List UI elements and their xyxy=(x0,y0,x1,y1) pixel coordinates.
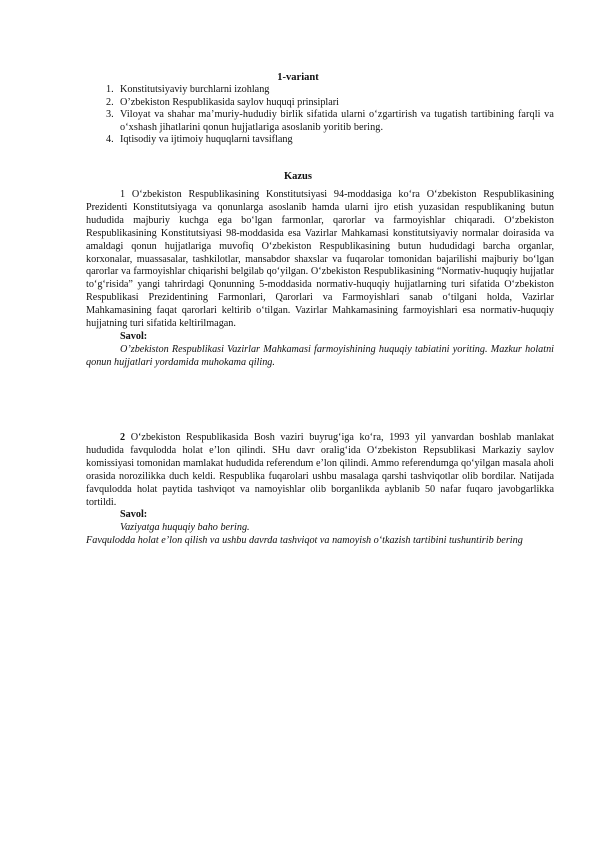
case-1-number: 1 xyxy=(120,189,126,200)
question-item xyxy=(106,97,554,110)
question-number: 1. xyxy=(106,84,114,95)
question-text: Iqtisodiy va ijtimoiy huquqlarni tavsiflang xyxy=(120,134,293,146)
question-number: 2. xyxy=(106,96,114,108)
question-number: 3. xyxy=(106,109,114,121)
case-2-savol-text-2: Favqulodda holat e’lon qilish va ushbu davrda tashviqot va namoyish o‘tkazish tartibini tushuntirib bering xyxy=(86,535,523,547)
question-item xyxy=(106,134,554,147)
case-2 xyxy=(86,432,554,548)
question-text: Viloyat va shahar ma’muriy-hududiy birlik sifatida ularni o‘zgartirish va tugatish tartibining farqli va o‘xshash jihatlarini qonun hujjatlariga asoslanib yoritib bering. xyxy=(120,109,554,133)
case-1-savol-label: Savol: xyxy=(120,330,148,342)
kazus-heading: Kazus xyxy=(283,171,312,182)
question-text: O’zbekiston Respublikasida saylov huquqi prinsiplari xyxy=(120,96,340,108)
case-2-savol-label: Savol: xyxy=(120,509,148,521)
case-1-savol-text: O’zbekiston Respublikasi Vazirlar Mahkamasi farmoyishining huquqiy tabiatini yoriting. Mazkur holatni qonun hujjatlari yordamida muhokama qiling. xyxy=(86,343,554,368)
question-item xyxy=(106,84,554,97)
question-item xyxy=(106,109,554,134)
question-list xyxy=(106,84,554,147)
case-1 xyxy=(86,189,554,370)
question-number: 4. xyxy=(106,134,114,146)
case-2-text: O‘zbekiston Respublikasida Bosh vaziri buyrug‘iga ko‘ra, 1993 yil yanvardan boshlab manlakat hududida favqulodda holat e’lon qilindi. SHu davr oralig‘ida O‘zbekiston Repsublikasi Markaziy saylov komissiyasi tomonidan mamlakat hududida referendum e’lon qilindi. Ammo referendumga qo‘yilgan masala aholi orasida norozilikka duch keldi. Respublika fuqarolari ushbu masalaga qarshi tashviqotlar olib bordilar. Natijada favqulodda holat paytida tashviqot va namoyishlar olib borganlikda ayblanib 50 nafar fuqaro javobgarlikka tortildi. xyxy=(86,432,555,508)
case-1-body xyxy=(86,189,554,331)
case-2-number: 2 xyxy=(120,432,126,443)
case-2-savol-text-1: Vaziyatga huquqiy baho bering. xyxy=(120,522,250,534)
case-2-body xyxy=(86,432,554,509)
variant-title: 1-variant xyxy=(277,72,319,83)
question-text: Konstitutsiyaviy burchlarni izohlang xyxy=(120,84,270,95)
case-1-text: O‘zbekiston Respublikasining Konstitutsiyasi 94-moddasiga ko‘ra O‘zbekiston Respublikasining Prezidenti Konstitutsiyaga va qonunlarga asoslanib hamda ularni ijro etish yuzasidan respublikaning butun hududida majburiy kuchga ega bo‘lgan farmonlar, qarorlar va farmoyishlar chiqaradi. O‘zbekiston Respublikasining Konstitutsiyasi 98-moddasida esa Vazirlar Mahkamasi konstitutsiyaviy normalar doirasida va amaldagi qonun hujjatlariga muvofiq O‘zbekiston Respublikasining butun hududidagi barcha organlar, korxonalar, muassasalar, tashkilotlar, mansabdor shaxslar va fuqarolar tomonidan bajarilishi majburiy bo‘lgan qarorlar va farmoyishlar chiqarishi belgilab qo‘yilgan. O‘zbekiston Respublikasining “Normativ-huquqiy hujjatlar to‘g‘risida” yangi tahrirdagi Qonunning 5-moddasida normativ-huquqiy hujjatlarning turi sifatida O‘zbekiston Respublikasi Prezidentining Farmonlari, Qarorlari va Farmoyishlari sanab o‘tilgani holda, Vazirlar Mahkamasining faqat qarorlari keltirib o‘tilgan. Vazirlar Mahkamasining farmoyishlari esa normativ-huquqiy hujjatning turi sifatida keltirilmagan. xyxy=(86,189,555,330)
